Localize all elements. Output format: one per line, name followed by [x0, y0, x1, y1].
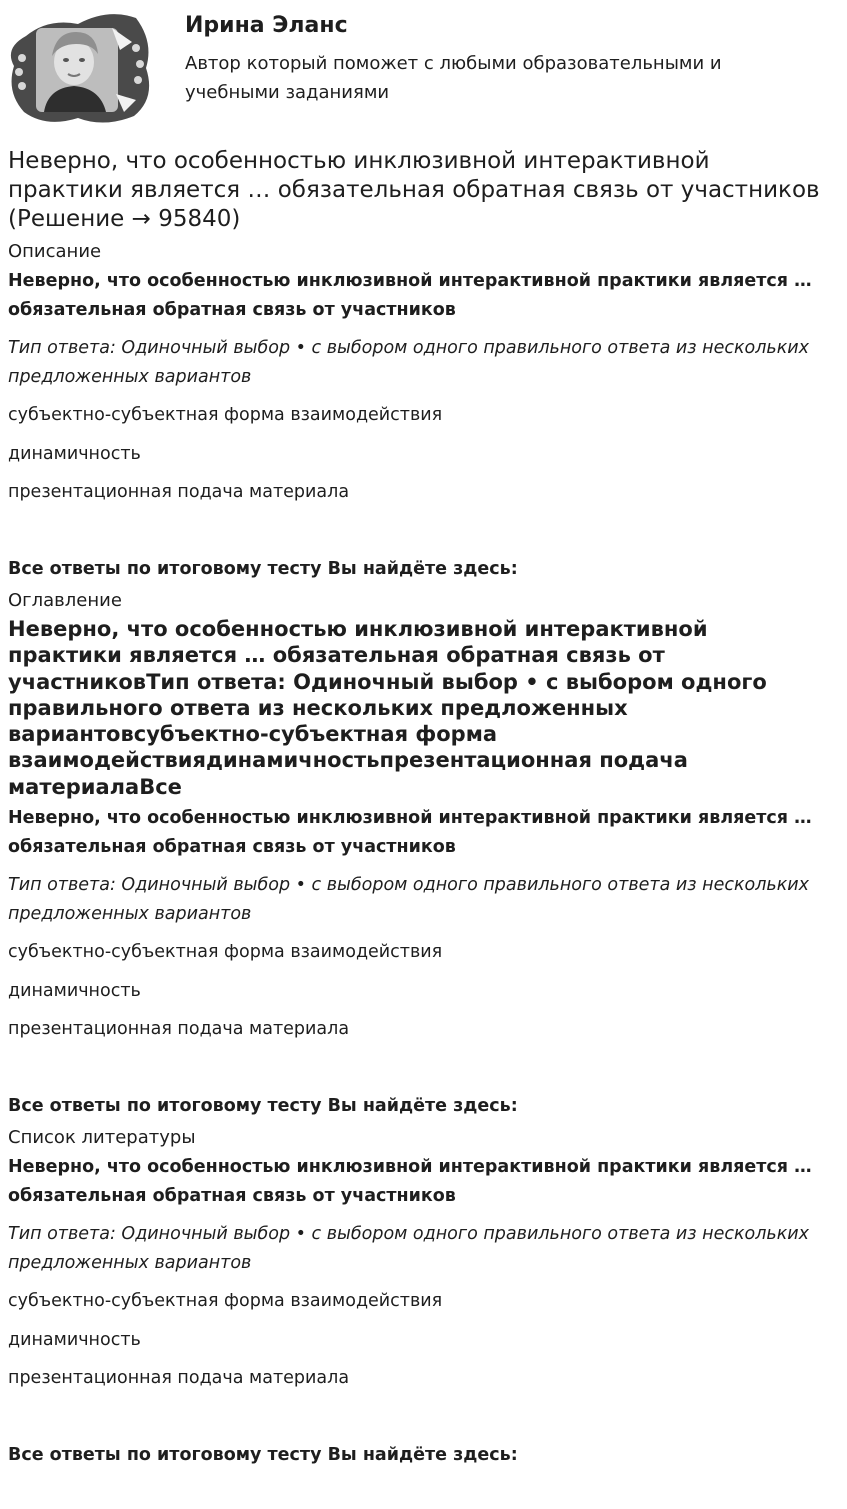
question-text: Неверно, что особенностью инклюзивной интерактивной практики является … обязательная обратная связь от участников	[8, 271, 812, 320]
description-label[interactable]: Описание	[8, 241, 102, 262]
answer-type: Тип ответа: Одиночный выбор • с выбором одного правильного ответа из нескольких предложенных вариантов	[8, 875, 810, 924]
references-label[interactable]: Список литературы	[8, 1127, 196, 1149]
all-answers-link[interactable]: Все ответы по итоговому тесту Вы найдёте здесь:	[8, 1444, 518, 1465]
answer-option: субъектно-субъектная форма взаимодействия	[8, 942, 443, 963]
answer-type: Тип ответа: Одиночный выбор • с выбором одного правильного ответа из нескольких предложенных вариантов	[8, 1224, 810, 1273]
all-answers-link[interactable]: Все ответы по итоговому тесту Вы найдёте здесь:	[8, 558, 518, 579]
answer-option: субъектно-субъектная форма взаимодействия	[8, 405, 443, 425]
answer-option: динамичность	[8, 443, 141, 464]
question-text: Неверно, что особенностью инклюзивной интерактивной практики является … обязательная обратная связь от участников	[8, 808, 812, 857]
references-section	[8, 1126, 828, 1469]
page-title: Неверно, что особенностью инклюзивной интерактивной практики является … обязательная обратная связь от участников (Решение → 95840)	[8, 148, 820, 232]
author-name[interactable]: Ирина Эланс	[185, 13, 348, 38]
all-answers-link[interactable]: Все ответы по итоговому тесту Вы найдёте здесь:	[8, 1095, 518, 1116]
question-text: Неверно, что особенностью инклюзивной интерактивной практики является … обязательная обратная связь от участников	[8, 1157, 812, 1206]
answer-type: Тип ответа: Одиночный выбор • с выбором одного правильного ответа из нескольких предложенных вариантов	[8, 338, 810, 387]
main-content	[8, 147, 828, 1469]
answer-option: динамичность	[8, 980, 141, 1001]
toc-heading: Неверно, что особенностью инклюзивной интерактивной практики является … обязательная обратная связь от участниковТип ответа: Одиночный выбор • с выбором одного правильного ответа из нескольких предложенных вариантовсубъектно-субъектная форма взаимодействиядинамичностьпрезентационная подача материалаВсе	[8, 617, 767, 799]
author-header	[0, 0, 847, 135]
description-section	[8, 240, 828, 583]
answer-option: презентационная подача материала	[8, 482, 350, 502]
answer-option: динамичность	[8, 1329, 141, 1350]
author-description: Автор который поможет с любыми образовательными и учебными заданиями	[185, 53, 722, 103]
answer-option: субъектно-субъектная форма взаимодействия	[8, 1291, 443, 1312]
toc-label[interactable]: Оглавление	[8, 590, 122, 611]
answer-option: презентационная подача материала	[8, 1368, 350, 1389]
answer-option: презентационная подача материала	[8, 1019, 350, 1040]
toc-section	[8, 589, 828, 1120]
author-avatar[interactable]	[8, 8, 150, 126]
